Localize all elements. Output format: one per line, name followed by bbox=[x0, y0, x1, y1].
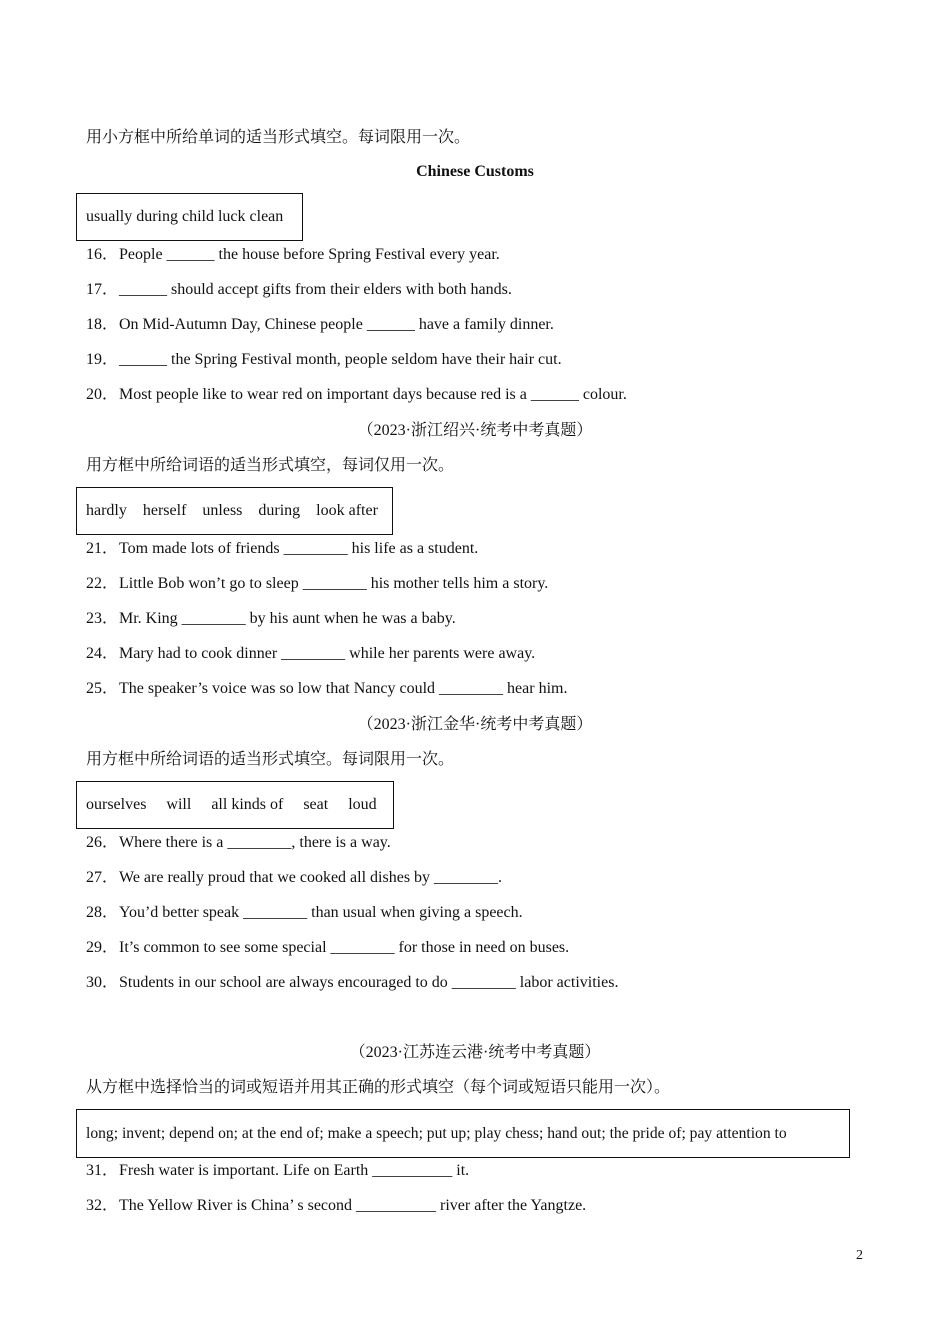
instruction-1: 用小方框中所给单词的适当形式填空。每词限用一次。 bbox=[86, 129, 471, 146]
source-label-3: （2023·浙江金华·统考中考真题） bbox=[357, 716, 593, 733]
question-31: 31．Fresh water is important. Life on Earth __________ it. bbox=[86, 1162, 470, 1179]
question-21: 21．Tom made lots of friends ________ his life as a student. bbox=[86, 540, 479, 557]
source-label-2: （2023·浙江绍兴·统考中考真题） bbox=[357, 422, 593, 439]
question-17: 17．______ should accept gifts from their elders with both hands. bbox=[86, 281, 512, 298]
question-24: 24．Mary had to cook dinner ________ while her parents were away. bbox=[86, 645, 536, 662]
question-20: 20．Most people like to wear red on important days because red is a ______ colour. bbox=[86, 386, 627, 403]
question-22: 22．Little Bob won’t go to sleep ________ his mother tells him a story. bbox=[86, 575, 549, 592]
word-box-1: usually during child luck clean bbox=[76, 193, 303, 241]
question-28: 28．You’d better speak ________ than usual when giving a speech. bbox=[86, 904, 523, 921]
question-30: 30．Students in our school are always encouraged to do ________ labor activities. bbox=[86, 974, 619, 991]
instruction-2: 用方框中所给词语的适当形式填空，每词仅用一次。 bbox=[86, 457, 455, 474]
word-box-2: hardly herself unless during look after bbox=[76, 487, 393, 535]
question-19: 19．______ the Spring Festival month, people seldom have their hair cut. bbox=[86, 351, 562, 368]
page-number: 2 bbox=[856, 1248, 863, 1263]
word-box-4: long; invent; depend on; at the end of; make a speech; put up; play chess; hand out; the pride of; pay attention to bbox=[76, 1109, 850, 1158]
source-label-4: （2023·江苏连云港·统考中考真题） bbox=[349, 1044, 601, 1061]
section-title: Chinese Customs bbox=[416, 163, 534, 180]
question-18: 18．On Mid-Autumn Day, Chinese people ______ have a family dinner. bbox=[86, 316, 554, 333]
question-29: 29．It’s common to see some special ________ for those in need on buses. bbox=[86, 939, 570, 956]
instruction-4: 从方框中选择恰当的词或短语并用其正确的形式填空（每个词或短语只能用一次）。 bbox=[86, 1079, 671, 1096]
instruction-3: 用方框中所给词语的适当形式填空。每词限用一次。 bbox=[86, 751, 455, 768]
question-16: 16．People ______ the house before Spring Festival every year. bbox=[86, 246, 500, 263]
question-27: 27．We are really proud that we cooked all dishes by ________. bbox=[86, 869, 503, 886]
question-25: 25．The speaker’s voice was so low that Nancy could ________ hear him. bbox=[86, 680, 568, 697]
word-box-3: ourselves will all kinds of seat loud bbox=[76, 781, 394, 829]
question-32: 32．The Yellow River is China’ s second __________ river after the Yangtze. bbox=[86, 1197, 587, 1214]
question-26: 26．Where there is a ________, there is a way. bbox=[86, 834, 391, 851]
question-23: 23．Mr. King ________ by his aunt when he was a baby. bbox=[86, 610, 456, 627]
